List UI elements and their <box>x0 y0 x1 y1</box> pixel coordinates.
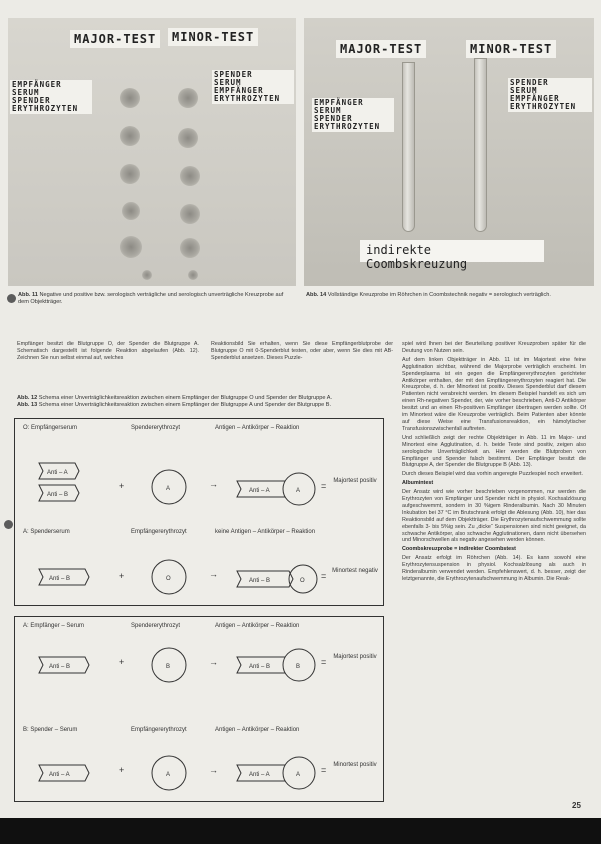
blood-drop <box>178 88 198 108</box>
erythrocyte <box>149 645 189 685</box>
antibody-label: Anti – A <box>249 488 270 494</box>
result-text: Majortest positiv <box>333 654 377 660</box>
test-tube <box>402 62 415 232</box>
body-column-right <box>402 341 586 799</box>
blood-drop <box>122 202 140 220</box>
column-heading: Empfängererythrozyt <box>131 529 187 535</box>
column-heading: Empfängererythrozyt <box>131 727 187 733</box>
antibody-label: Anti – B <box>249 664 271 670</box>
column-heading: keine Antigen – Antikörper – Reaktion <box>215 529 316 535</box>
caption-number: Abb. 14 <box>306 292 327 298</box>
equals-sign: = <box>321 481 327 491</box>
slide-photo <box>8 18 296 286</box>
antibody-label: Anti – B <box>49 664 71 670</box>
label-line: SERUM <box>214 78 242 87</box>
caption-text: Schema einer Unverträglichkeitsreaktion zwischen einem Empfänger der Blutgruppe A und Spender der Blutgruppe B. <box>38 402 332 408</box>
arrow-sign: → <box>209 765 218 775</box>
antibody <box>35 653 95 677</box>
scheme-box-13 <box>14 616 384 802</box>
antibody-label: Anti – A <box>249 772 270 778</box>
label-line: EMPFÄNGER <box>214 86 264 95</box>
scheme-box-12 <box>14 418 384 606</box>
paragraph: Und schließlich zeigt der rechte Objektträger in Abb. 11 im Major- und Minortest eine Agglutination, d. h. beide Teste sind positiv, zeigen also serologische Unverträglichkeit an. Hier werden die Blutproben von Empfänger und Spender falsch bestimmt. Der Empfänger besitzt die Blutgruppe A, der Spender die Blutgruppe B (Abb. 13). <box>402 434 586 469</box>
coombs-label: indirekte Coombskreuzung <box>360 240 544 262</box>
arrow-sign: → <box>209 657 218 667</box>
label-line: ERYTHROZYTEN <box>12 104 79 113</box>
paragraph: Der Ansatz erfolgt im Röhrchen (Abb. 14). Es kann sowohl eine Erythrozytensuspension in physiol. Kochsalzlösung als auch in Rinderalbumin verwendet werden. Empfehlenswert, d. h. besser, zeigt der letztgenannte, die Erythrozytenaufschwemmung in Albumin. Die Reak- <box>402 555 586 582</box>
column-heading: O: Empfängerserum <box>23 425 78 431</box>
antigen-antibody-complex <box>233 645 319 685</box>
equals-sign: = <box>321 765 327 775</box>
blood-drop <box>120 88 140 108</box>
tube-photo <box>304 18 594 286</box>
section-heading: Albumintest <box>402 480 434 487</box>
antigen-label: A <box>296 772 301 778</box>
figure-14-caption <box>306 292 594 299</box>
label-line: ERYTHROZYTEN <box>314 122 381 131</box>
scan-border <box>0 818 601 844</box>
label-line: EMPFÄNGER <box>314 98 364 107</box>
blood-drop <box>180 238 200 258</box>
column-heading: Spendererythrozyt <box>131 425 181 431</box>
blood-drop <box>120 126 140 146</box>
caption-line <box>17 395 387 402</box>
paragraph: Auf dem linken Objektträger in Abb. 11 ist im Majortest eine feine Agglutination sichtbar, während die Majorprobe verträglich erscheint. Im Spenderplasma ist ein gegen die Empfängererythrozyten gerichteter Antikörper enthalten, der mit den Empfängererythrozyten reagiert hat. Die Kreuzprobe, d. h. der Minortest ist positiv. Dieses Spenderblut darf diesem Patienten nicht verabreicht werden. Im diesem Beispiel handelt es sich um einen Rh-negativen Spender, der, wie vorher beschrieben, Anti-D Antikörper besitzt und an einen Rh-positiven Empfänger übertragen werden sollte. Of im Minortest wäre die Kreuzprobe verträglich. Beim Patienten aber könnte auf diese Weise eine Transfusionsreaktion, ein hämolytischer Transfusionszwischenfall auftreten. <box>402 356 586 432</box>
column-heading: Antigen – Antikörper – Reaktion <box>215 425 300 431</box>
blood-drop <box>142 270 152 280</box>
test-tube <box>474 58 487 232</box>
paragraph: spiel wird Ihnen bei der Beurteilung positiver Kreuzproben später für die Deutung von Nutzen sein. <box>402 341 586 354</box>
erythrocyte <box>149 753 189 793</box>
caption-line <box>17 402 387 409</box>
left-label-box <box>10 80 92 114</box>
column-heading: Antigen – Antikörper – Reaktion <box>215 623 300 629</box>
plus-sign: + <box>119 657 125 667</box>
antibody <box>35 761 95 785</box>
figure-11-caption <box>18 292 294 306</box>
minor-test-label: MINOR-TEST <box>168 28 258 46</box>
column-heading: A: Spenderserum <box>23 529 70 535</box>
blood-drop <box>178 128 198 148</box>
label-line: EMPFÄNGER <box>510 94 560 103</box>
erythrocyte <box>149 557 189 597</box>
caption-text: Vollständige Kreuzprobe im Röhrchen in Coombstechnik negativ = serologisch verträglich. <box>327 292 551 298</box>
caption-text: Negative und positive bzw. serologisch verträgliche und serologisch unverträgliche Kreuzprobe auf dem Objektträger. <box>18 292 284 305</box>
column-heading: Spendererythrozyt <box>131 623 181 629</box>
margin-mark <box>4 520 13 529</box>
blood-drop <box>120 164 140 184</box>
antigen-antibody-complex <box>233 753 319 793</box>
body-column-middle: Reaktionsbild Sie erhalten, wenn Sie diese Empfängerblutprobe der Blutgruppe O mit 0-Spenderblut testen, oder aber, wenn Sie dies mit AB-Spenderblut ansetzen. Dieses Puzzle- <box>211 341 393 361</box>
label-line: ERYTHROZYTEN <box>510 102 577 111</box>
antibody-label: Anti – B <box>249 578 271 584</box>
blood-drop <box>180 166 200 186</box>
major-test-label: MAJOR-TEST <box>70 30 160 48</box>
antibody-label: Anti – B <box>49 576 71 582</box>
page-number: 25 <box>572 801 581 810</box>
antigen-label: A <box>166 486 171 492</box>
label-line: SERUM <box>510 86 538 95</box>
arrow-sign: → <box>209 569 218 579</box>
antibody-label: Anti – A <box>47 470 68 476</box>
antigen-label: A <box>166 772 171 778</box>
antibody <box>35 565 95 589</box>
margin-mark <box>7 294 16 303</box>
caption-text: Schema einer Unverträglichkeitsreaktion zwischen einem Empfänger der Blutgruppe O und Spender der Blutgruppe A. <box>38 395 332 401</box>
label-line: SPENDER <box>214 70 253 79</box>
antigen-label: O <box>300 578 305 584</box>
column-heading: Antigen – Antikörper – Reaktion <box>215 727 300 733</box>
no-reaction-complex <box>233 559 319 599</box>
major-test-label: MAJOR-TEST <box>336 40 426 58</box>
caption-number: Abb. 13 <box>17 402 38 408</box>
label-line: SPENDER <box>510 78 549 87</box>
plus-sign: + <box>119 481 125 491</box>
antibody-pair <box>35 459 85 509</box>
label-line: SERUM <box>12 88 40 97</box>
arrow-sign: → <box>209 479 218 489</box>
body-column-left: Empfänger besitzt die Blutgruppe O, der Spender die Blutgruppe A. Schematisch dargestellt ist folgende Reaktion abgelaufen (Abb. 12). Zeichnen Sie nun selbst einmal auf, welches <box>17 341 199 361</box>
antigen-label: B <box>296 664 301 670</box>
caption-number: Abb. 12 <box>17 395 38 401</box>
antigen-label: B <box>166 664 171 670</box>
left-label-box <box>312 98 394 132</box>
result-text: Majortest positiv <box>333 478 377 484</box>
antigen-label: O <box>166 576 171 582</box>
minor-test-label: MINOR-TEST <box>466 40 556 58</box>
column-heading: B: Spender – Serum <box>23 727 78 733</box>
label-line: SPENDER <box>12 96 51 105</box>
equals-sign: = <box>321 657 327 667</box>
label-line: SERUM <box>314 106 342 115</box>
blood-drop <box>120 236 142 258</box>
right-label-box <box>212 70 294 104</box>
column-heading: A: Empfänger – Serum <box>23 623 85 629</box>
antigen-antibody-complex <box>233 469 319 509</box>
plus-sign: + <box>119 571 125 581</box>
caption-number: Abb. 11 <box>18 292 38 298</box>
blood-drop <box>180 204 200 224</box>
plus-sign: + <box>119 765 125 775</box>
section-heading: Coombskreuzprobe = indirekter Coombstest <box>402 546 516 553</box>
label-line: SPENDER <box>314 114 353 123</box>
scheme-caption <box>17 395 387 409</box>
result-text: Minortest negativ <box>332 568 378 574</box>
antigen-label: A <box>296 488 301 494</box>
label-line: EMPFÄNGER <box>12 80 62 89</box>
equals-sign: = <box>321 571 327 581</box>
erythrocyte <box>149 467 189 507</box>
label-line: ERYTHROZYTEN <box>214 94 281 103</box>
antibody-label: Anti – A <box>49 772 70 778</box>
right-label-box <box>508 78 592 112</box>
paragraph: Der Ansatz wird wie vorher beschrieben vorgenommen, nur werden die Erythrozyten von Empfänger und Spender nicht in physiol. Kochsalzlösung aufgeschwemmt, sondern in 30 %igem Rinderalbumin. Nach 30 Minuten Inkubation bei 37 °C im Brutschrank erfolgt die Ablesung (Abb. 10), hier das Reaktionsbild auf dem Objektträger. Die Erythrozytenaufschwemmung sollte ebenfalls 3- bis 5%ig sein. Zu „dicke“ Suspensionen sind nicht geeignet, da schwache Antikörper, also schwache Agglutinationen, dann nicht übersehen und Minorschwellen als negativ angesehen werden können. <box>402 489 586 544</box>
antibody-label: Anti – B <box>47 492 69 498</box>
result-text: Minortest positiv <box>333 762 377 768</box>
blood-drop <box>188 270 198 280</box>
paragraph: Durch dieses Beispiel wird das vorhin angeregte Puzzlespiel noch erweitert. <box>402 471 583 478</box>
